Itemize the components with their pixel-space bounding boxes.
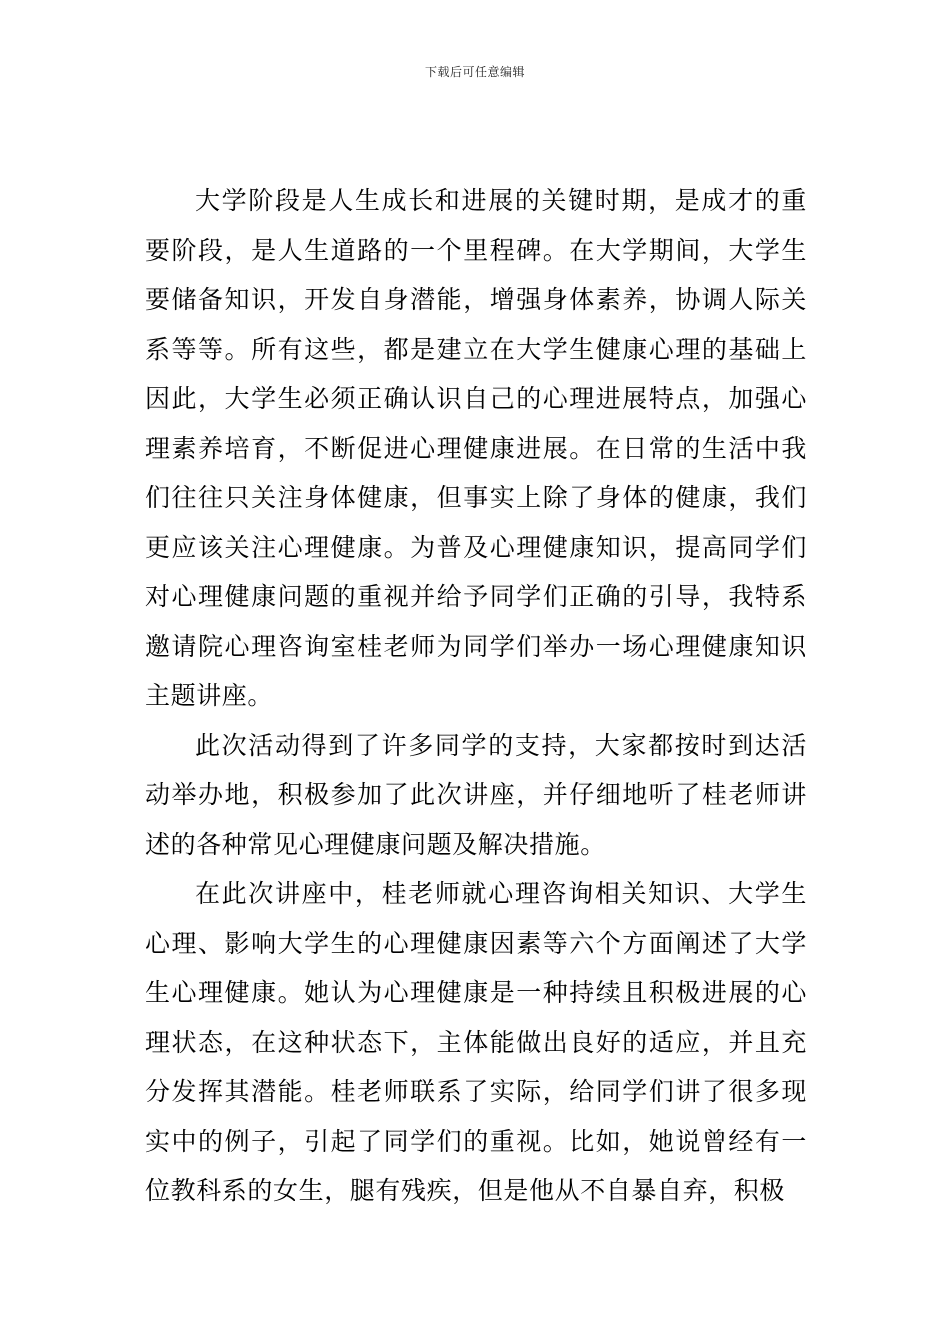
document-body [145,176,807,1216]
paragraph-activity: 此次活动得到了许多同学的支持，大家都按时到达活动举办地，积极参加了此次讲座，并仔细地听了桂老师讲述的各种常见心理健康问题及解决措施。 [145,730,807,859]
paragraph-lecture: 在此次讲座中，桂老师就心理咨询相关知识、大学生心理、影响大学生的心理健康因素等六个方面阐述了大学生心理健康。她认为心理健康是一种持续且积极进展的心理状态，在这种状态下，主体能做出良好的适应，并且充分发挥其潜能。桂老师联系了实际，给同学们讲了很多现实中的例子，引起了同学们的重视。比如，她说曾经有一位教科系的女生，腿有残疾，但是他从不自暴自弃，积极 [145,879,807,1205]
page-header: 下载后可任意编辑 [424,65,525,79]
paragraph-intro: 大学阶段是人生成长和进展的关键时期，是成才的重要阶段，是人生道路的一个里程碑。在大学期间，大学生要储备知识，开发自身潜能，增强身体素养，协调人际关系等等。所有这些，都是建立在大学生健康心理的基础上因此，大学生必须正确认识自己的心理进展特点，加强心理素养培育，不断促进心理健康进展。在日常的生活中我们往往只关注身体健康，但事实上除了身体的健康，我们更应该关注心理健康。为普及心理健康知识，提高同学们对心理健康问题的重视并给予同学们正确的引导，我特系邀请院心理咨询室桂老师为同学们举办一场心理健康知识主题讲座。 [145,186,807,710]
